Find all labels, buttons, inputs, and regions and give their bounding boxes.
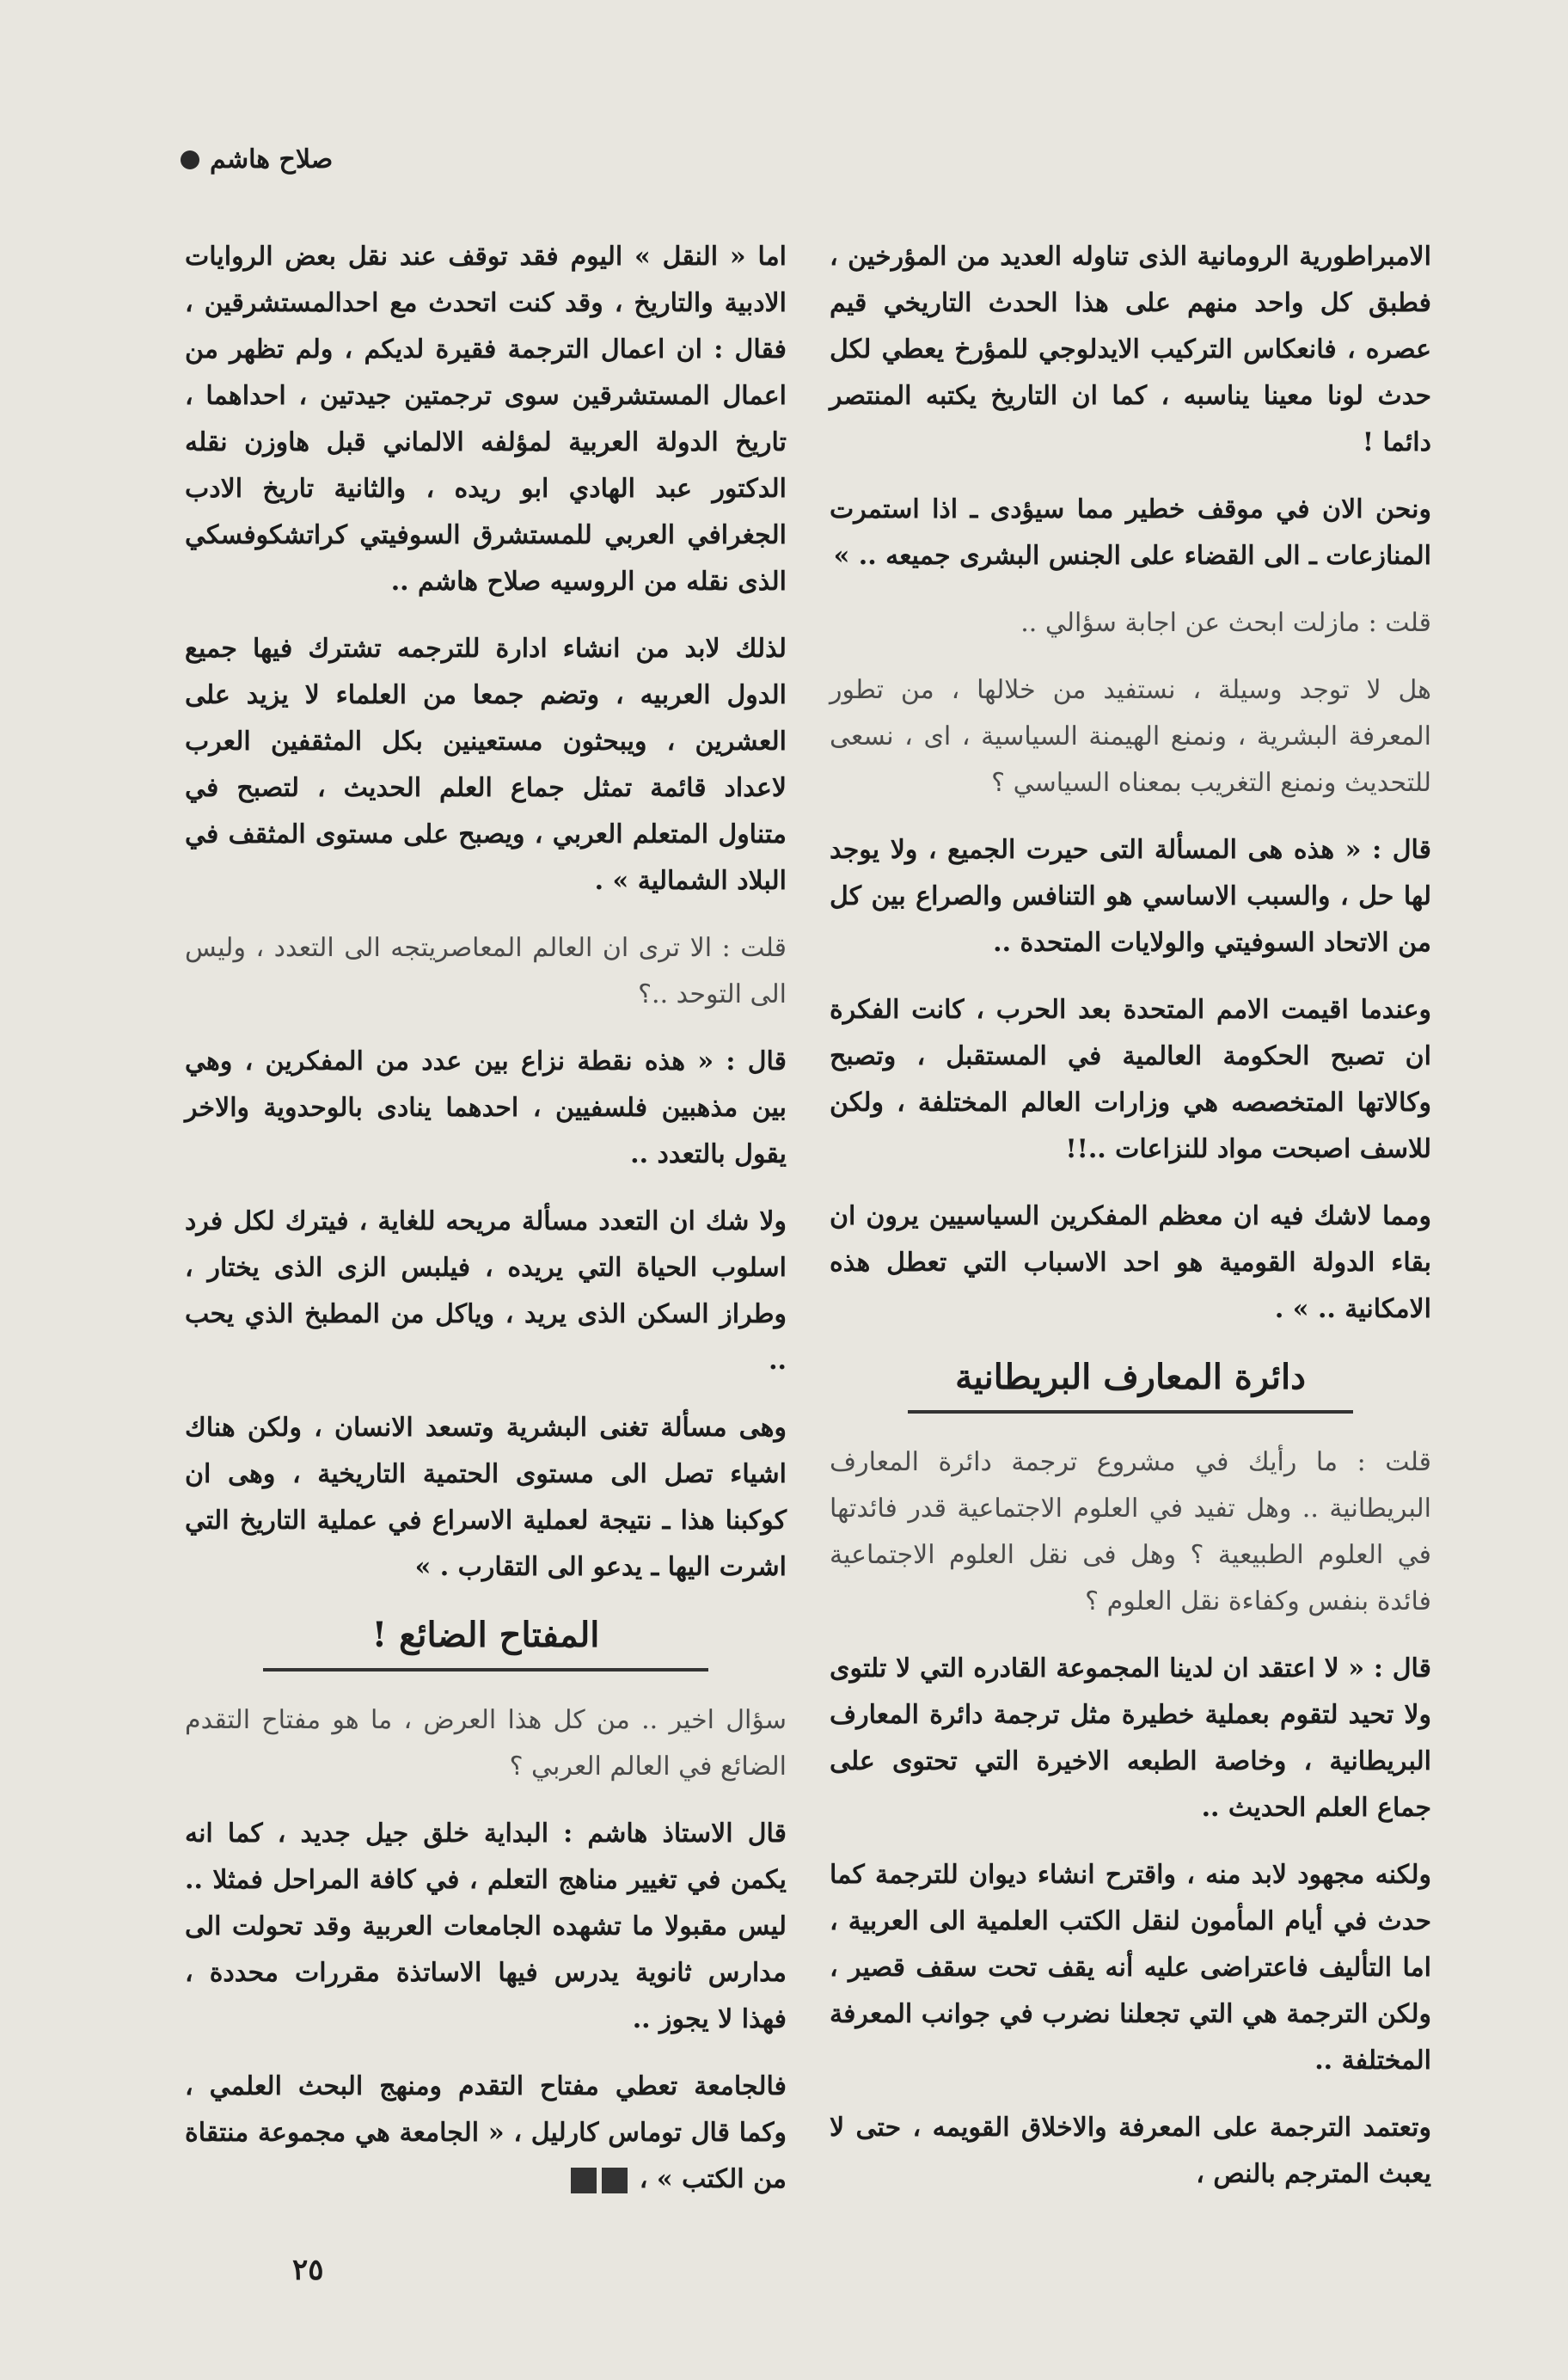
paragraph-text: وعندما اقيمت الامم المتحدة بعد الحرب ، كانت الفكرة ان تصبح الحكومة العالمية في المستقبل ، وتصبح وكالاتها المتخصصه هي وزارات العالم المختلفة ، ولكن للاسف اصبحت مواد للنزاعات ..!! [830, 995, 1431, 1164]
paragraph-text: قال : « هذه نقطة نزاع بين عدد من المفكرين ، وهي بين مذهبين فلسفيين ، احدهما ينادى بالوحدوية والاخر يقول بالتعدد .. [185, 1046, 787, 1169]
bullet-icon [181, 150, 199, 169]
paragraph [830, 600, 1431, 647]
section-heading: دائرة المعارف البريطانية [955, 1357, 1306, 1397]
paragraph-text: وهى مسألة تغنى البشرية وتسعد الانسان ، ولكن هناك اشياء تصل الى مستوى الحتمية التاريخية ، وهى ان كوكبنا هذا ـ نتيجة لعملية الاسراع في عملية التاريخ التي اشرت اليها ـ يدعو الى التقارب . » [185, 1413, 787, 1582]
paragraph [830, 827, 1431, 966]
paragraph [185, 925, 787, 1018]
paragraph [830, 987, 1431, 1173]
paragraph [185, 234, 787, 605]
paragraph [830, 234, 1431, 466]
paragraph-text: قال الاستاذ هاشم : البداية خلق جيل جديد ، كما انه يكمن في تغيير مناهج التعلم ، في كافة المراحل فمثلا .. ليس مقبولا ما تشهده الجامعات العربية وقد تحولت الى مدارس ثانوية يدرس فيها الاساتذة مقررات محددة ، فهذا لا يجوز .. [185, 1819, 787, 2034]
paragraph-text: قلت : ما رأيك في مشروع ترجمة دائرة المعارف البريطانية .. وهل تفيد في العلوم الاجتماعية قدر فائدتها في العلوم الطبيعية ؟ وهل فى نقل العلوم الاجتماعية فائدة بنفس وكفاءة نقل العلوم ؟ [830, 1447, 1431, 1616]
paragraph [830, 1852, 1431, 2084]
paragraph-text: ونحن الان في موقف خطير مما سيؤدى ـ اذا استمرت المنازعات ـ الى القضاء على الجنس البشرى جميعه .. » [830, 494, 1431, 571]
paragraph [185, 2064, 787, 2203]
right-column [830, 234, 1431, 2218]
paragraph [830, 667, 1431, 807]
paragraph [830, 487, 1431, 580]
paragraph-text: ولكنه مجهود لابد منه ، واقترح انشاء ديوان للترجمة كما حدث في أيام المأمون لنقل الكتب العلمية الى العربية ، اما التأليف فاعتراضى عليه أنه يقف تحت سقف قصير ، ولكن الترجمة هي التي تجعلنا نضرب في جوانب المعرفة المختلفة .. [830, 1860, 1431, 2076]
paragraph [185, 1697, 787, 1790]
paragraph-text: هل لا توجد وسيلة ، نستفيد من خلالها ، من تطور المعرفة البشرية ، ونمنع الهيمنة السياسية ، اى ، نسعى للتحديث ونمنع التغريب بمعناه السياسي ؟ [830, 675, 1431, 798]
paragraph-text: وتعتمد الترجمة على المعرفة والاخلاق القويمه ، حتى لا يعبث المترجم بالنص ، [830, 2113, 1431, 2189]
paragraph-text: الامبراطورية الرومانية الذى تناوله العديد من المؤرخين ، فطبق كل واحد منهم على هذا الحدث التاريخي قيم عصره ، فانعكاس التركيب الايدلوجي للمؤرخ يعطي لكل حدث لونا معينا يناسبه ، كما ان التاريخ يكتبه المنتصر دائما ! [830, 242, 1431, 457]
author-name: صلاح هاشم [210, 144, 334, 175]
heading-rule [908, 1410, 1353, 1414]
section-heading: المفتاح الضائع ! [371, 1615, 600, 1655]
paragraph [185, 1405, 787, 1591]
paragraph-text: ولا شك ان التعدد مسألة مريحه للغاية ، فيترك لكل فرد اسلوب الحياة التي يريده ، فيلبس الزى الذى يختار ، وطراز السكن الذى يريد ، وياكل من المطبخ الذي يحب .. [185, 1206, 787, 1376]
paragraph [830, 1193, 1431, 1333]
paragraph-text: سؤال اخير .. من كل هذا العرض ، ما هو مفتاح التقدم الضائع في العالم العربي ؟ [185, 1705, 787, 1782]
paragraph [830, 1439, 1431, 1625]
paragraph-text: لذلك لابد من انشاء ادارة للترجمه تشترك فيها جميع الدول العربيه ، وتضم جمعا من العلماء لا يزيد على العشرين ، ويبحثون مستعينين بكل المثقفين العرب لاعداد قائمة تمثل جماع العلم الحديث ، لتصبح في متناول المتعلم العربي ، ويصبح على مستوى المثقف في البلاد الشمالية » . [185, 634, 787, 896]
paragraph [185, 1039, 787, 1178]
paragraph [830, 2105, 1431, 2198]
paragraph [185, 626, 787, 905]
end-mark-icon [571, 2168, 628, 2193]
paragraph-text: ومما لاشك فيه ان معظم المفكرين السياسيين يرون ان بقاء الدولة القومية هو احد الاسباب التي تعطل هذه الامكانية .. » . [830, 1201, 1431, 1324]
left-column [185, 234, 787, 2224]
heading-rule [263, 1668, 708, 1672]
page-number: ٢٥ [292, 2253, 324, 2287]
paragraph-text: قال : « لا اعتقد ان لدينا المجموعة القادره التي لا تلتوى ولا تحيد لتقوم بعملية خطيرة مثل ترجمة دائرة المعارف البريطانية ، وخاصة الطبعه الاخيرة التي تحتوى على جماع العلم الحديث .. [830, 1653, 1431, 1823]
paragraph [185, 1199, 787, 1384]
paragraph [830, 1646, 1431, 1831]
paragraph-text: قال : « هذه هى المسألة التى حيرت الجميع ، ولا يوجد لها حل ، والسبب الاساسي هو التنافس والصراع بين كل من الاتحاد السوفيتي والولايات المتحدة .. [830, 835, 1431, 958]
byline [181, 144, 333, 175]
paragraph-text: فالجامعة تعطي مفتاح التقدم ومنهج البحث العلمي ، وكما قال توماس كارليل ، « الجامعة هي مجموعة منتقاة من الكتب » ، [185, 2071, 787, 2194]
paragraph-text: اما « النقل » اليوم فقد توقف عند نقل بعض الروايات الادبية والتاريخ ، وقد كنت اتحدث مع احدالمستشرقين ، فقال : ان اعمال الترجمة فقيرة لديكم ، ولم تظهر من اعمال المستشرقين سوى ترجمتين جيدتين ، احداهما ، تاريخ الدولة العربية لمؤلفه الالماني قبل هاوزن نقله الدكتور عبد الهادي ابو ريده ، والثانية تاريخ الادب الجغرافي العربي للمستشرق السوفيتي كراتشكوفسكي الذى نقله من الروسيه صلاح هاشم .. [185, 242, 787, 597]
paragraph-text: قلت : مازلت ابحث عن اجابة سؤالي .. [1020, 608, 1431, 638]
paragraph-text: قلت : الا ترى ان العالم المعاصريتجه الى التعدد ، وليس الى التوحد ..؟ [185, 933, 787, 1009]
paragraph [185, 1811, 787, 2043]
